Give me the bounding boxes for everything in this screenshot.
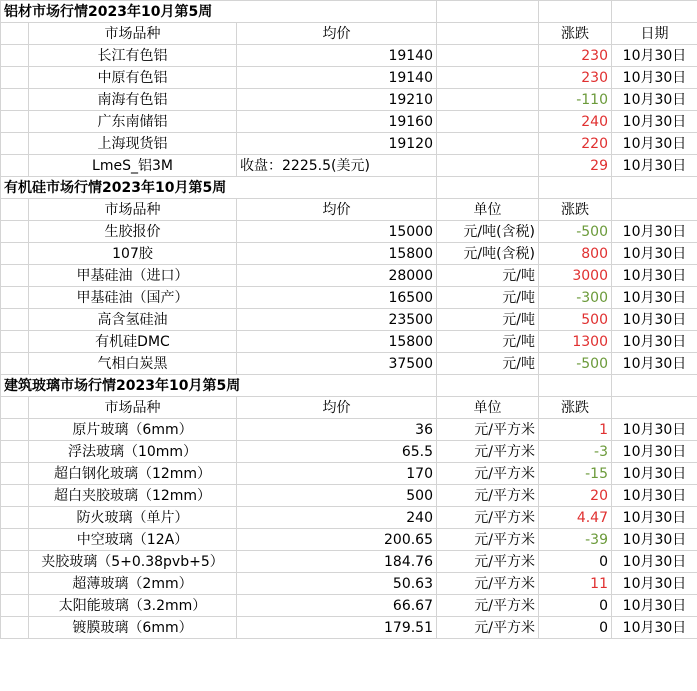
market-name: 长江有色铝 [29, 45, 237, 67]
quote-date: 10月30日 [612, 353, 697, 375]
table-row [1, 67, 697, 89]
market-name: 甲基硅油（进口） [29, 265, 237, 287]
close-price: 收盘：2225.5(美元) [237, 155, 437, 177]
price-change: 800 [539, 243, 612, 265]
price-change: 11 [539, 573, 612, 595]
quote-date: 10月30日 [612, 507, 697, 529]
market-name: 有机硅DMC [29, 331, 237, 353]
price-unit: 元/吨 [437, 265, 539, 287]
quote-date: 10月30日 [612, 45, 697, 67]
avg-price: 19160 [237, 111, 437, 133]
price-change: -15 [539, 463, 612, 485]
market-name: 广东南储铝 [29, 111, 237, 133]
header-market: 市场品种 [29, 23, 237, 45]
aluminum-title-row [1, 1, 697, 23]
avg-price: 66.67 [237, 595, 437, 617]
table-row [1, 221, 697, 243]
price-unit: 元/吨 [437, 287, 539, 309]
market-name: 南海有色铝 [29, 89, 237, 111]
price-change: 220 [539, 133, 612, 155]
quote-date: 10月30日 [612, 617, 697, 639]
market-name: 超薄玻璃（2mm） [29, 573, 237, 595]
quote-date: 10月30日 [612, 221, 697, 243]
price-unit: 元/平方米 [437, 617, 539, 639]
table-row [1, 353, 697, 375]
avg-price: 23500 [237, 309, 437, 331]
silicone-header-row [1, 199, 697, 221]
quote-date: 10月30日 [612, 595, 697, 617]
price-unit: 元/平方米 [437, 573, 539, 595]
header-change: 涨跌 [539, 23, 612, 45]
price-unit: 元/平方米 [437, 507, 539, 529]
price-change: 1300 [539, 331, 612, 353]
market-name: 107胶 [29, 243, 237, 265]
quote-date: 10月30日 [612, 529, 697, 551]
table-row [1, 243, 697, 265]
avg-price: 19210 [237, 89, 437, 111]
market-name: 超白夹胶玻璃（12mm） [29, 485, 237, 507]
avg-price: 36 [237, 419, 437, 441]
market-name: 甲基硅油（国产） [29, 287, 237, 309]
avg-price: 200.65 [237, 529, 437, 551]
quote-date: 10月30日 [612, 573, 697, 595]
price-change: 500 [539, 309, 612, 331]
avg-price: 15800 [237, 243, 437, 265]
table-row [1, 463, 697, 485]
price-change: 1 [539, 419, 612, 441]
quote-date: 10月30日 [612, 243, 697, 265]
header-change: 涨跌 [539, 199, 612, 221]
quote-date: 10月30日 [612, 485, 697, 507]
market-name: 防火玻璃（单片） [29, 507, 237, 529]
quote-date: 10月30日 [612, 89, 697, 111]
price-change: 20 [539, 485, 612, 507]
section-title: 有机硅市场行情2023年10月第5周 [1, 177, 437, 199]
avg-price: 28000 [237, 265, 437, 287]
price-unit: 元/平方米 [437, 485, 539, 507]
market-name: 镀膜玻璃（6mm） [29, 617, 237, 639]
avg-price: 184.76 [237, 551, 437, 573]
avg-price: 19140 [237, 45, 437, 67]
market-name: 原片玻璃（6mm） [29, 419, 237, 441]
avg-price: 65.5 [237, 441, 437, 463]
market-name: 超白钢化玻璃（12mm） [29, 463, 237, 485]
price-change: -3 [539, 441, 612, 463]
table-row [1, 441, 697, 463]
quote-date: 10月30日 [612, 265, 697, 287]
avg-price: 15800 [237, 331, 437, 353]
avg-price: 500 [237, 485, 437, 507]
table-row [1, 617, 697, 639]
price-change: 0 [539, 595, 612, 617]
section-title: 铝材市场行情2023年10月第5周 [1, 1, 437, 23]
glass-title-row [1, 375, 697, 397]
header-date: 日期 [612, 23, 697, 45]
table-row [1, 111, 697, 133]
header-market: 市场品种 [29, 199, 237, 221]
header-unit: 单位 [437, 199, 539, 221]
quote-date: 10月30日 [612, 309, 697, 331]
table-row [1, 45, 697, 67]
price-unit: 元/吨 [437, 309, 539, 331]
quote-date: 10月30日 [612, 133, 697, 155]
section-title: 建筑玻璃市场行情2023年10月第5周 [1, 375, 437, 397]
price-change: -500 [539, 221, 612, 243]
quote-date: 10月30日 [612, 155, 697, 177]
avg-price: 16500 [237, 287, 437, 309]
header-avg: 均价 [237, 199, 437, 221]
table-row [1, 485, 697, 507]
price-change: -300 [539, 287, 612, 309]
quote-date: 10月30日 [612, 441, 697, 463]
avg-price: 179.51 [237, 617, 437, 639]
price-unit: 元/平方米 [437, 551, 539, 573]
avg-price: 170 [237, 463, 437, 485]
table-row [1, 551, 697, 573]
header-unit: 单位 [437, 397, 539, 419]
price-unit: 元/吨 [437, 331, 539, 353]
market-name: 上海现货铝 [29, 133, 237, 155]
quote-date: 10月30日 [612, 463, 697, 485]
header-market: 市场品种 [29, 397, 237, 419]
table-row [1, 287, 697, 309]
header-change: 涨跌 [539, 397, 612, 419]
quote-date: 10月30日 [612, 111, 697, 133]
quote-date: 10月30日 [612, 551, 697, 573]
price-unit: 元/吨 [437, 353, 539, 375]
price-change: 230 [539, 67, 612, 89]
price-change: 0 [539, 617, 612, 639]
table-row [1, 89, 697, 111]
price-change: 29 [539, 155, 612, 177]
market-name: 夹胶玻璃（5+0.38pvb+5） [29, 551, 237, 573]
market-name: 生胶报价 [29, 221, 237, 243]
table-row [1, 155, 697, 177]
market-name: LmeS_铝3M [29, 155, 237, 177]
price-change: 230 [539, 45, 612, 67]
sheet-body [1, 1, 697, 639]
market-name: 太阳能玻璃（3.2mm） [29, 595, 237, 617]
table-row [1, 595, 697, 617]
price-unit: 元/平方米 [437, 595, 539, 617]
price-unit: 元/平方米 [437, 529, 539, 551]
price-unit: 元/吨(含税) [437, 243, 539, 265]
quote-date: 10月30日 [612, 331, 697, 353]
price-change: 4.47 [539, 507, 612, 529]
aluminum-header-row [1, 23, 697, 45]
avg-price: 19140 [237, 67, 437, 89]
price-change: 0 [539, 551, 612, 573]
table-row [1, 309, 697, 331]
table-row [1, 529, 697, 551]
avg-price: 15000 [237, 221, 437, 243]
avg-price: 240 [237, 507, 437, 529]
price-change: -110 [539, 89, 612, 111]
table-row [1, 331, 697, 353]
avg-price: 50.63 [237, 573, 437, 595]
price-change: -500 [539, 353, 612, 375]
price-unit: 元/平方米 [437, 463, 539, 485]
quote-date: 10月30日 [612, 419, 697, 441]
market-name: 浮法玻璃（10mm） [29, 441, 237, 463]
price-change: 240 [539, 111, 612, 133]
price-unit: 元/平方米 [437, 441, 539, 463]
quote-date: 10月30日 [612, 287, 697, 309]
avg-price: 37500 [237, 353, 437, 375]
table-row [1, 133, 697, 155]
price-unit: 元/吨(含税) [437, 221, 539, 243]
table-row [1, 573, 697, 595]
header-avg: 均价 [237, 23, 437, 45]
market-name: 气相白炭黑 [29, 353, 237, 375]
price-change: 3000 [539, 265, 612, 287]
market-name: 高含氢硅油 [29, 309, 237, 331]
market-name: 中原有色铝 [29, 67, 237, 89]
market-name: 中空玻璃（12A） [29, 529, 237, 551]
price-change: -39 [539, 529, 612, 551]
price-unit: 元/平方米 [437, 419, 539, 441]
table-row [1, 507, 697, 529]
header-avg: 均价 [237, 397, 437, 419]
silicone-title-row [1, 177, 697, 199]
quote-date: 10月30日 [612, 67, 697, 89]
table-row [1, 265, 697, 287]
glass-header-row [1, 397, 697, 419]
table-row [1, 419, 697, 441]
avg-price: 19120 [237, 133, 437, 155]
